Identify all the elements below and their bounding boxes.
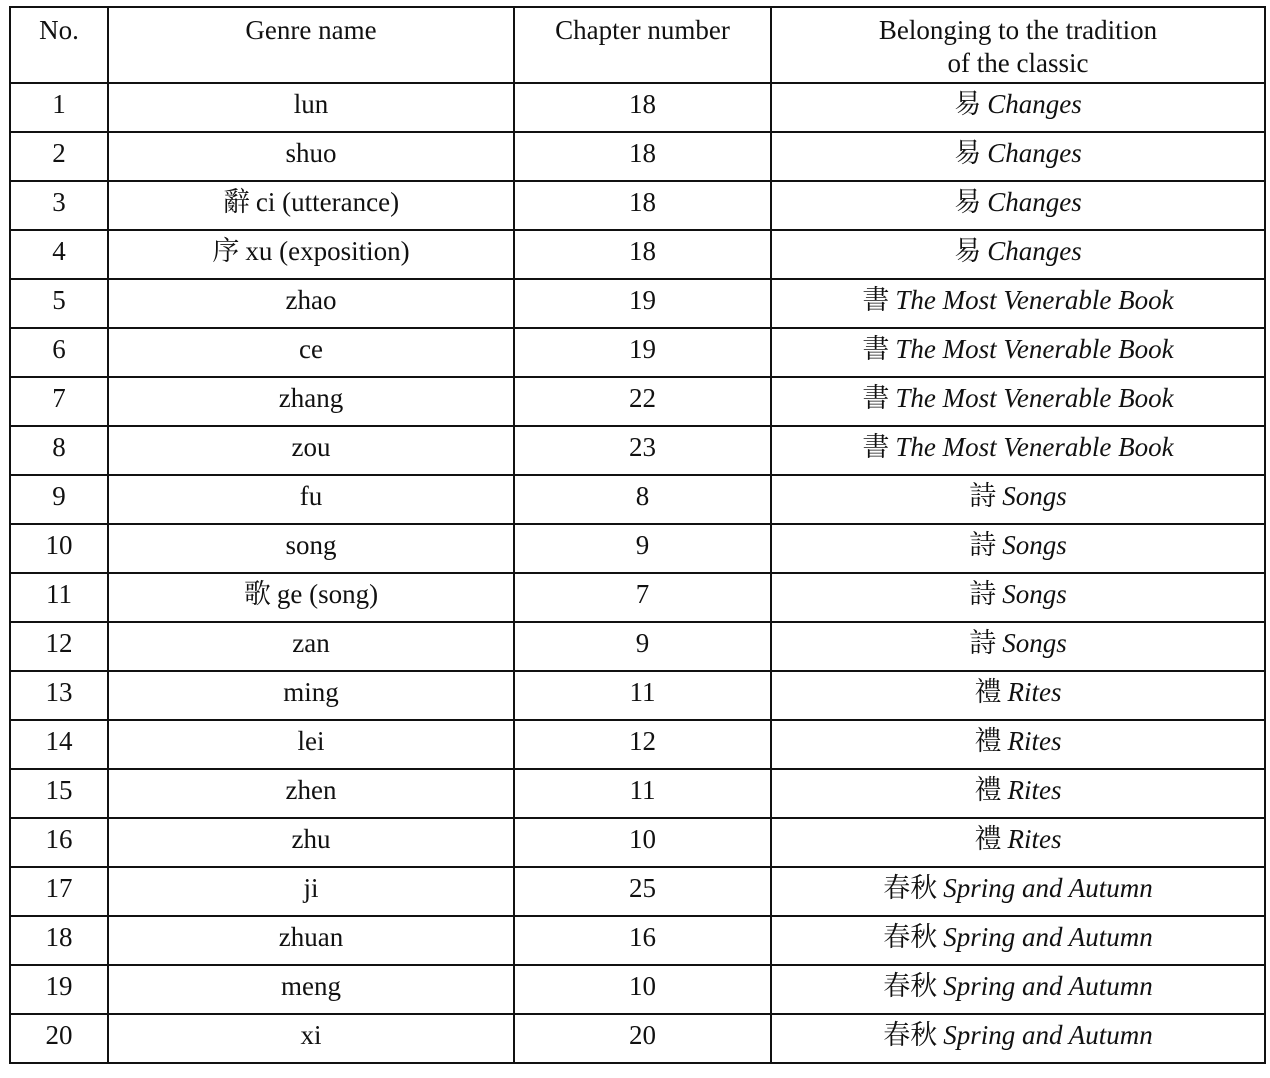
table-row: [10, 132, 1265, 181]
chapter-number: 8: [514, 475, 771, 524]
tradition-cell: [771, 916, 1265, 965]
row-number: 10: [10, 524, 108, 573]
table-row: [10, 279, 1265, 328]
row-number: 11: [10, 573, 108, 622]
chapter-number: 20: [514, 1014, 771, 1063]
genre-name-cell: [108, 132, 514, 181]
tradition-cell: [771, 132, 1265, 181]
classic-hanzi: 詩: [969, 628, 997, 659]
classic-hanzi: 禮: [974, 677, 1002, 708]
classic-hanzi: 春秋: [883, 873, 938, 904]
row-number: 5: [10, 279, 108, 328]
chapter-number: 9: [514, 622, 771, 671]
chapter-number: 11: [514, 769, 771, 818]
chapter-number: 11: [514, 671, 771, 720]
header-tradition-line-1: Belonging to the tradition: [878, 15, 1158, 45]
row-number: 4: [10, 230, 108, 279]
tradition-cell: [771, 671, 1265, 720]
classic-hanzi: 易: [954, 236, 982, 267]
table-row: [10, 720, 1265, 769]
chapter-number: 19: [514, 328, 771, 377]
tradition-cell: [771, 524, 1265, 573]
row-number: 3: [10, 181, 108, 230]
genre-name: zhao: [285, 285, 337, 315]
classic-hanzi: 禮: [974, 775, 1002, 806]
classic-hanzi: 書: [862, 285, 890, 316]
genre-name-cell: [108, 671, 514, 720]
table-row: [10, 916, 1265, 965]
chapter-number: 16: [514, 916, 771, 965]
table-row: [10, 622, 1265, 671]
classic-title: Songs: [1002, 481, 1067, 511]
classic-title: The Most Venerable Book: [895, 432, 1174, 462]
row-number: 16: [10, 818, 108, 867]
classic-hanzi: 春秋: [883, 971, 938, 1002]
classic-title: Spring and Autumn: [943, 922, 1153, 952]
table-row: [10, 818, 1265, 867]
table-row: [10, 475, 1265, 524]
chapter-number: 18: [514, 83, 771, 132]
genre-name: xu (exposition): [245, 236, 410, 266]
genre-name-cell: [108, 181, 514, 230]
tradition-cell: [771, 622, 1265, 671]
genre-hanzi: 辭: [222, 187, 250, 218]
genre-name: zhuan: [278, 922, 344, 952]
genre-name-cell: [108, 965, 514, 1014]
classic-title: Spring and Autumn: [943, 873, 1153, 903]
header-tradition: [771, 7, 1265, 83]
genre-name-cell: [108, 83, 514, 132]
classic-hanzi: 春秋: [883, 922, 938, 953]
classic-title: Songs: [1002, 530, 1067, 560]
genre-table: [9, 6, 1266, 1064]
classic-title: Changes: [987, 89, 1082, 119]
row-number: 7: [10, 377, 108, 426]
table-row: [10, 83, 1265, 132]
genre-name-cell: [108, 818, 514, 867]
table-row: [10, 769, 1265, 818]
classic-hanzi: 易: [954, 187, 982, 218]
classic-title: Spring and Autumn: [943, 1020, 1153, 1050]
tradition-cell: [771, 230, 1265, 279]
tradition-cell: [771, 1014, 1265, 1063]
table-row: [10, 671, 1265, 720]
classic-title: Spring and Autumn: [943, 971, 1153, 1001]
tradition-cell: [771, 573, 1265, 622]
genre-name: fu: [299, 481, 323, 511]
table-body: [10, 83, 1265, 1063]
classic-title: The Most Venerable Book: [895, 285, 1174, 315]
genre-name: meng: [281, 971, 341, 1001]
genre-name-cell: [108, 769, 514, 818]
genre-name-cell: [108, 573, 514, 622]
classic-hanzi: 書: [862, 432, 890, 463]
genre-name: zhu: [291, 824, 331, 854]
row-number: 14: [10, 720, 108, 769]
chapter-number: 18: [514, 230, 771, 279]
genre-name-cell: [108, 377, 514, 426]
tradition-cell: [771, 818, 1265, 867]
tradition-cell: [771, 769, 1265, 818]
table-row: [10, 181, 1265, 230]
chapter-number: 10: [514, 965, 771, 1014]
classic-hanzi: 詩: [969, 481, 997, 512]
chapter-number: 12: [514, 720, 771, 769]
chapter-number: 9: [514, 524, 771, 573]
classic-title: Rites: [1007, 824, 1062, 854]
classic-hanzi: 詩: [969, 579, 997, 610]
classic-title: Changes: [987, 138, 1082, 168]
row-number: 17: [10, 867, 108, 916]
genre-name: ge (song): [276, 579, 379, 609]
classic-hanzi: 書: [862, 334, 890, 365]
tradition-cell: [771, 867, 1265, 916]
chapter-number: 7: [514, 573, 771, 622]
header-tradition-line-2: of the classic: [947, 48, 1089, 78]
genre-name-cell: [108, 475, 514, 524]
genre-name-cell: [108, 720, 514, 769]
classic-hanzi: 書: [862, 383, 890, 414]
genre-name-cell: [108, 1014, 514, 1063]
genre-name-cell: [108, 524, 514, 573]
chapter-number: 10: [514, 818, 771, 867]
tradition-cell: [771, 426, 1265, 475]
table-row: [10, 1014, 1265, 1063]
classic-title: Changes: [987, 236, 1082, 266]
classic-hanzi: 詩: [969, 530, 997, 561]
tradition-cell: [771, 475, 1265, 524]
genre-name: zou: [291, 432, 331, 462]
row-number: 13: [10, 671, 108, 720]
row-number: 6: [10, 328, 108, 377]
genre-name-cell: [108, 279, 514, 328]
tradition-cell: [771, 328, 1265, 377]
genre-name-cell: [108, 426, 514, 475]
table-row: [10, 524, 1265, 573]
row-number: 9: [10, 475, 108, 524]
row-number: 1: [10, 83, 108, 132]
tradition-cell: [771, 279, 1265, 328]
classic-title: Rites: [1007, 726, 1062, 756]
header-genre-name: Genre name: [108, 7, 514, 83]
genre-name-cell: [108, 622, 514, 671]
classic-hanzi: 易: [954, 89, 982, 120]
table-row: [10, 377, 1265, 426]
classic-hanzi: 春秋: [883, 1020, 938, 1051]
classic-title: The Most Venerable Book: [895, 334, 1174, 364]
classic-title: Rites: [1007, 775, 1062, 805]
genre-name: zhang: [278, 383, 344, 413]
genre-name: song: [285, 530, 337, 560]
table-row: [10, 573, 1265, 622]
header-no: No.: [10, 7, 108, 83]
chapter-number: 19: [514, 279, 771, 328]
genre-name: zan: [292, 628, 330, 658]
tradition-cell: [771, 83, 1265, 132]
table-row: [10, 328, 1265, 377]
classic-title: The Most Venerable Book: [895, 383, 1174, 413]
genre-hanzi: 歌: [243, 579, 271, 610]
classic-title: Changes: [987, 187, 1082, 217]
table-row: [10, 867, 1265, 916]
genre-name-cell: [108, 867, 514, 916]
row-number: 19: [10, 965, 108, 1014]
classic-title: Songs: [1002, 628, 1067, 658]
genre-name-cell: [108, 328, 514, 377]
genre-name: ji: [303, 873, 319, 903]
genre-name: zhen: [285, 775, 337, 805]
header-chapter-number: Chapter number: [514, 7, 771, 83]
tradition-cell: [771, 720, 1265, 769]
table-row: [10, 965, 1265, 1014]
chapter-number: 18: [514, 181, 771, 230]
table-row: [10, 426, 1265, 475]
row-number: 12: [10, 622, 108, 671]
row-number: 8: [10, 426, 108, 475]
row-number: 18: [10, 916, 108, 965]
classic-hanzi: 易: [954, 138, 982, 169]
classic-title: Songs: [1002, 579, 1067, 609]
genre-name-cell: [108, 916, 514, 965]
genre-name: ce: [299, 334, 323, 364]
table-row: [10, 230, 1265, 279]
row-number: 15: [10, 769, 108, 818]
genre-name: ci (utterance): [255, 187, 400, 217]
row-number: 2: [10, 132, 108, 181]
classic-hanzi: 禮: [974, 824, 1002, 855]
genre-name: lun: [293, 89, 329, 119]
genre-name: shuo: [285, 138, 337, 168]
genre-name-cell: [108, 230, 514, 279]
classic-hanzi: 禮: [974, 726, 1002, 757]
chapter-number: 18: [514, 132, 771, 181]
row-number: 20: [10, 1014, 108, 1063]
chapter-number: 23: [514, 426, 771, 475]
genre-name: ming: [283, 677, 339, 707]
tradition-cell: [771, 377, 1265, 426]
tradition-cell: [771, 181, 1265, 230]
header-row: [10, 7, 1265, 83]
tradition-cell: [771, 965, 1265, 1014]
classic-title: Rites: [1007, 677, 1062, 707]
chapter-number: 25: [514, 867, 771, 916]
genre-name: lei: [297, 726, 325, 756]
genre-hanzi: 序: [212, 236, 240, 267]
genre-name: xi: [300, 1020, 322, 1050]
chapter-number: 22: [514, 377, 771, 426]
